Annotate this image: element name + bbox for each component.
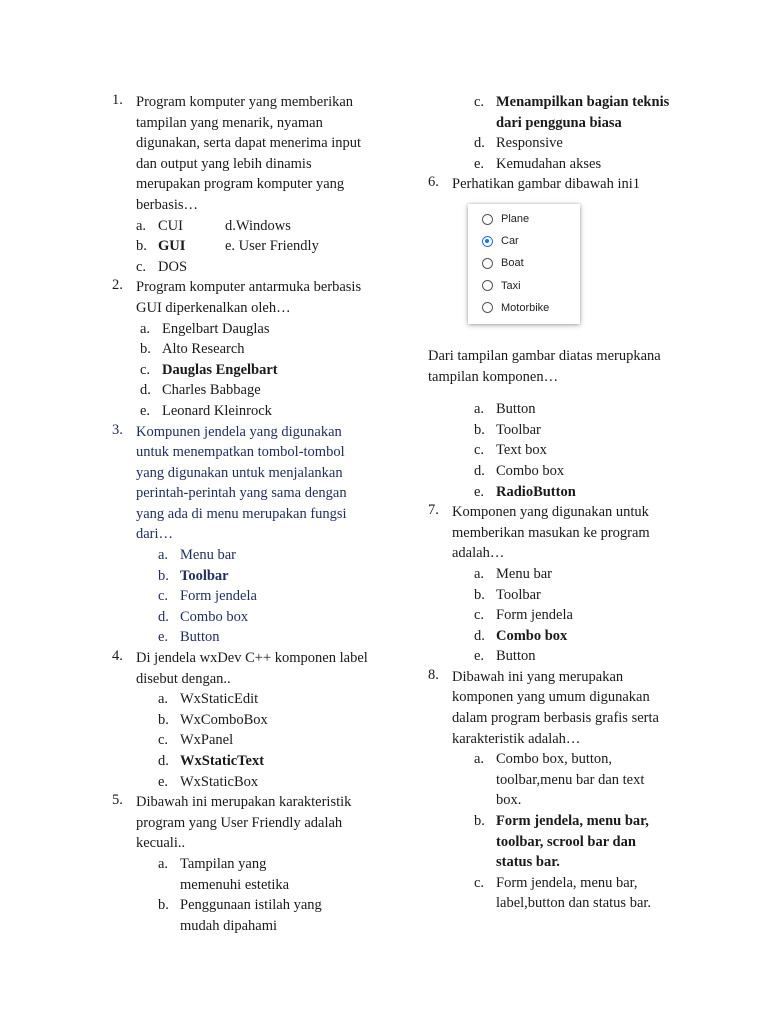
option-item (474, 420, 688, 441)
option-item (158, 689, 372, 710)
option-label: b. (158, 567, 169, 584)
option-list (158, 854, 372, 936)
option-label: a. (474, 565, 485, 582)
option-label: e. (158, 629, 169, 646)
option-text: Penggunaan istilah yang mudah dipahami (180, 897, 322, 934)
option-item (474, 154, 688, 175)
option-label: b. (474, 813, 485, 830)
option-row (136, 236, 372, 257)
option-item (140, 380, 372, 401)
option-text: Kemudahan akses (496, 155, 602, 172)
option-item (140, 401, 372, 422)
option-item (158, 854, 372, 895)
option-item (474, 564, 688, 585)
radio-label: Car (501, 235, 519, 248)
option-text: Toolbar (496, 421, 541, 438)
radio-option-plane[interactable] (482, 208, 580, 230)
option-text: WxStaticBox (180, 773, 259, 790)
option-text-answer: WxStaticText (180, 753, 265, 769)
option-text: WxStaticEdit (180, 691, 259, 708)
option-label: d. (158, 753, 169, 769)
option-text: Text box (496, 442, 547, 459)
option-text: Combo box (496, 462, 565, 479)
option-list (136, 216, 372, 278)
question-text: Program komputer yang memberikan tampilan yang menarik, nyaman digunakan, serta dapat menerima input dan output yang lebih dinamis merupakan program komputer yang berbasis… (136, 94, 362, 213)
option-text: Engelbart Dauglas (162, 320, 270, 337)
option-text-answer: Menampilkan bagian teknis dari pengguna biasa (496, 94, 670, 131)
option-item (140, 339, 372, 360)
question-number: 2. (112, 277, 123, 294)
option-item (474, 399, 688, 420)
option-text: Combo box, button, toolbar,menu bar dan text box. (496, 751, 645, 809)
radio-option-motorbike[interactable] (482, 297, 580, 319)
option-row (136, 216, 372, 237)
left-column (112, 92, 372, 936)
option-label: a. (474, 401, 485, 418)
question-number: 6. (428, 174, 439, 191)
question-number: 5. (112, 792, 123, 809)
option-list (158, 689, 372, 792)
option-text: Button (496, 648, 536, 665)
option-label: a. (158, 855, 169, 872)
option-label: e. (474, 155, 485, 172)
question-subtext: Dari tampilan gambar diatas merupkana tampilan komponen… (428, 347, 661, 385)
radio-circle-icon (482, 280, 493, 291)
option-item (474, 461, 688, 482)
option-label: d. (140, 382, 151, 399)
option-text: Form jendela (496, 607, 573, 624)
option-label: a. (474, 751, 485, 768)
option-item (158, 545, 372, 566)
radio-circle-icon (482, 302, 493, 313)
question-text: Program komputer antarmuka berbasis GUI diperkenalkan oleh… (136, 279, 362, 316)
radio-label: Motorbike (501, 301, 550, 314)
option-text-answer: RadioButton (496, 483, 576, 500)
option-label: e. (474, 483, 485, 500)
option-text-answer: GUI (158, 238, 186, 255)
radio-option-car[interactable] (482, 230, 580, 252)
option-text: DOS (158, 258, 188, 275)
option-item (158, 730, 372, 751)
question-8 (428, 667, 688, 914)
radio-option-boat[interactable] (482, 252, 580, 274)
option-item (474, 646, 688, 667)
option-label: b. (158, 711, 169, 728)
option-item (474, 811, 688, 873)
question-number: 7. (428, 502, 439, 519)
question-number: 3. (112, 421, 123, 438)
option-label: c. (474, 94, 485, 110)
option-text: Charles Babbage (162, 382, 261, 399)
option-item (474, 605, 688, 626)
option-item (474, 749, 688, 811)
option-label: c. (158, 732, 169, 749)
option-item (474, 585, 688, 606)
option-text-answer: Form jendela, menu bar, toolbar, scrool bar dan status bar. (496, 813, 649, 871)
option-label: b. (136, 238, 147, 255)
option-row (136, 257, 372, 278)
option-text: CUI (158, 217, 183, 234)
radio-button-group-image (468, 204, 580, 324)
option-text: Responsive (496, 135, 563, 152)
option-text: Menu bar (496, 565, 552, 582)
option-label: e. (474, 648, 485, 665)
option-label: c. (140, 361, 151, 378)
question-3 (112, 422, 372, 649)
option-text-answer: Combo box (496, 627, 568, 644)
question-text: Komponen yang digunakan untuk memberikan masukan ke program adalah… (452, 504, 650, 562)
question-text: Perhatikan gambar dibawah ini1 (452, 176, 641, 193)
option-list (474, 92, 688, 174)
option-label: b. (158, 897, 169, 914)
question-text: Dibawah ini merupakan karakteristik program yang User Friendly adalah kecuali.. (136, 794, 352, 852)
option-text-answer: Toolbar (180, 567, 229, 584)
option-label: d. (474, 627, 485, 644)
option-text: Menu bar (180, 547, 236, 564)
option-item (158, 710, 372, 731)
option-item (158, 607, 372, 628)
option-text: Form jendela (180, 588, 257, 605)
option-item (140, 319, 372, 340)
option-text: e. User Friendly (225, 238, 319, 255)
question-number: 4. (112, 648, 123, 665)
option-label: c. (474, 874, 485, 891)
radio-selected-icon (482, 236, 493, 247)
option-label: a. (136, 217, 147, 234)
option-item (474, 626, 688, 647)
option-list (474, 564, 688, 667)
question-text: Di jendela wxDev C++ komponen label disebut dengan.. (136, 650, 368, 687)
radio-label: Boat (501, 257, 524, 270)
question-5 (112, 792, 372, 936)
option-list (158, 545, 372, 648)
option-item (158, 566, 372, 587)
option-text: Button (496, 401, 536, 418)
option-item (140, 360, 372, 381)
radio-label: Taxi (501, 279, 521, 292)
option-text: Tampilan yang memenuhi estetika (180, 855, 290, 893)
question-1 (112, 92, 372, 277)
question-number: 8. (428, 666, 439, 683)
option-item (158, 895, 372, 936)
question-text: Kompunen jendela yang digunakan untuk menempatkan tombol-tombol yang digunakan untuk menjalankan perintah-perintah yang sama dengan yang ada di menu merupakan fungsi dari… (136, 423, 347, 543)
option-item (158, 586, 372, 607)
option-text: Alto Research (162, 341, 245, 358)
option-text: d.Windows (225, 217, 291, 234)
option-label: c. (136, 258, 147, 275)
right-column (428, 92, 688, 914)
question-2 (112, 277, 372, 421)
option-text: Button (180, 629, 220, 646)
option-text: Leonard Kleinrock (162, 402, 272, 419)
option-item (474, 440, 688, 461)
option-label: a. (158, 691, 169, 708)
question-text: Dibawah ini yang merupakan komponen yang umum digunakan dalam program berbasis grafis serta karakteristik adalah… (452, 668, 659, 747)
option-item (158, 751, 372, 772)
option-label: c. (158, 588, 169, 605)
option-text: WxPanel (180, 732, 234, 749)
option-text: Form jendela, menu bar, label,button dan status bar. (496, 874, 652, 912)
option-text: Toolbar (496, 586, 541, 603)
option-label: c. (474, 442, 485, 459)
option-list (140, 319, 372, 422)
radio-label: Plane (501, 213, 530, 226)
option-list (474, 749, 688, 914)
option-label: d. (474, 462, 485, 479)
option-item (474, 873, 688, 914)
option-label: e. (140, 402, 151, 419)
radio-circle-icon (482, 214, 493, 225)
radio-circle-icon (482, 258, 493, 269)
option-item (474, 133, 688, 154)
option-label: b. (140, 341, 151, 358)
question-6 (428, 174, 688, 502)
option-label: b. (474, 586, 485, 603)
option-label: e. (158, 773, 169, 790)
option-item (158, 772, 372, 793)
option-item (158, 627, 372, 648)
option-label: c. (474, 607, 485, 624)
option-item (474, 92, 688, 133)
option-list (474, 399, 688, 502)
option-label: a. (140, 320, 151, 337)
option-label: d. (158, 608, 169, 625)
question-number: 1. (112, 92, 123, 108)
option-text: Combo box (180, 608, 249, 625)
question-7 (428, 502, 688, 667)
option-text-answer: Dauglas Engelbart (162, 361, 278, 378)
option-label: b. (474, 421, 485, 438)
question-5-continued (428, 92, 688, 174)
option-text: WxComboBox (180, 711, 268, 728)
radio-option-taxi[interactable] (482, 275, 580, 297)
option-label: d. (474, 135, 485, 152)
option-label: a. (158, 547, 169, 564)
question-4 (112, 648, 372, 792)
option-item (474, 482, 688, 503)
